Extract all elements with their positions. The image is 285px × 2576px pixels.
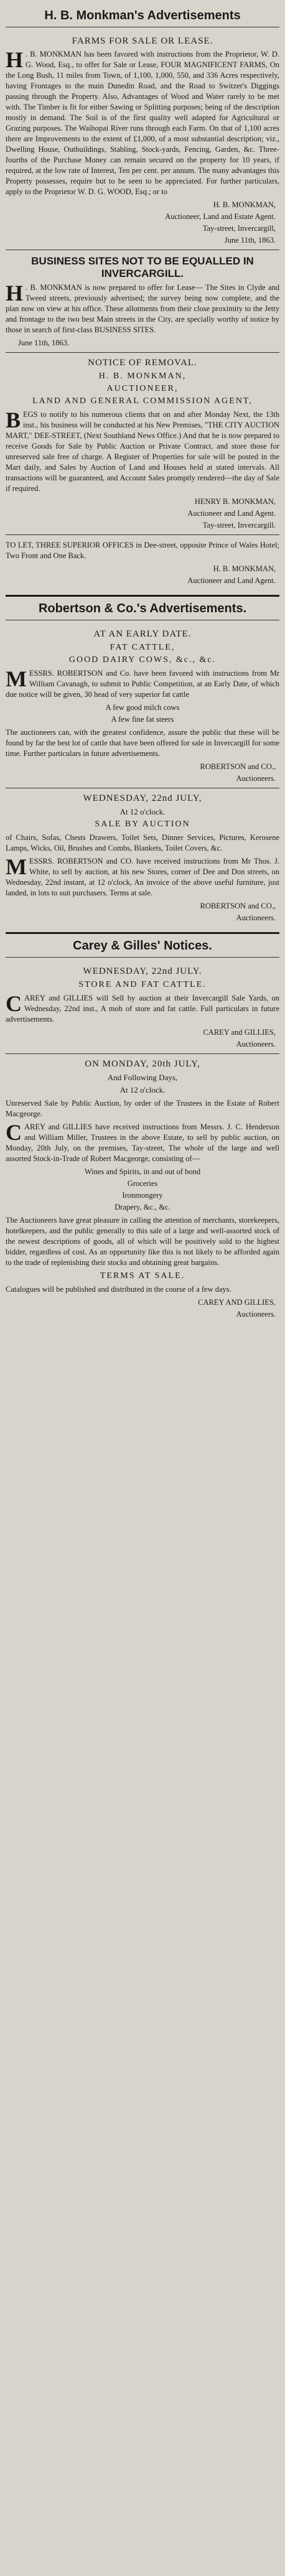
ad-line: FAT CATTLE,	[110, 643, 175, 652]
ad-subtitle: STORE AND FAT CATTLE.	[78, 980, 207, 989]
ad-title: FARMS FOR SALE OR LEASE.	[72, 36, 213, 46]
divider	[6, 957, 279, 958]
drop-capital: H	[6, 281, 24, 306]
ad-title: NOTICE OF REMOVAL.	[88, 358, 197, 368]
ad-date: June 11th, 1863.	[18, 338, 70, 347]
ad-body	[6, 1122, 279, 1164]
ad-text: EGS to notify to his numerous clients that on and after Monday Next, the 13th inst., his business will be conducted at his New Premises, "THE CITY AUCTION MART," DEE-STREET, (Next Southland News Office.) And that he is now prepared to receive Goods for Sale by Public Auction or Private Contract, and store those for unreserved sale free of charge. A Register of Properties for sale will be posted in the Mart daily, and Sales by Auction of Land and Houses held at stated intervals. All transactions will be guaranteed, and Account Sales promptly rendered—the day of Sale if required.	[6, 410, 279, 493]
ad-body	[6, 409, 279, 494]
section-header: Robertson & Co.'s Advertisements.	[38, 602, 247, 615]
ad-text: TO LET, THREE SUPERIOR OFFICES in Dee-street, opposite Prince of Wales Hotel; Two Front and One Back.	[6, 541, 279, 560]
signature: June 11th, 1863.	[224, 236, 276, 245]
drop-capital: C	[6, 1120, 22, 1145]
ad-body	[6, 668, 279, 700]
ad-body	[6, 282, 279, 335]
ad-time: At 12 o'clock.	[119, 807, 166, 816]
list-item: A few fine fat steers	[111, 715, 174, 724]
signature: Auctioneers.	[236, 913, 276, 922]
ad-text: of Chairs, Sofas, Chests Drawers, Toilet Sets, Dinner Services, Pictures, Kerosene Lamps, Wicks, Oil, Brushes and Combs, Blankets, Toilet Covers, &c.	[6, 833, 279, 852]
ad-body	[6, 856, 279, 898]
signature: Auctioneer and Land Agent.	[187, 509, 276, 518]
agent-name: H. B. MONKMAN,	[98, 371, 187, 381]
list-item: A few good milch cows	[105, 703, 180, 712]
drop-capital: M	[6, 854, 27, 879]
terms-line: TERMS AT SALE.	[100, 1271, 185, 1281]
ad-business-sites	[6, 250, 279, 352]
ad-text: The Auctioneers have great pleasure in calling the attention of merchants, storekeepers, hotelkeepers, and the public generally to this sale of a large and well-assorted stock of the newest descriptions of goods, all of which will be positively sold to the highest bidder, regardless of cost. As an opportunity like this is not likely to be afforded again to the trade of replenishing their stocks and obtaining great bargains.	[6, 1216, 279, 1267]
ad-line: At 12 o'clock.	[119, 1085, 166, 1094]
monkman-section	[6, 4, 279, 595]
list-item: Drapery, &c., &c.	[114, 1203, 171, 1211]
ad-body	[6, 49, 279, 197]
ad-title: WEDNESDAY, 22nd JULY.	[83, 966, 202, 976]
ad-intro: Unreserved Sale by Public Auction, by order of the Trustees in the Estate of Robert Macgeorge.	[6, 1099, 279, 1118]
agent-role: AUCTIONEER,	[106, 384, 179, 393]
ad-text: AREY and GILLIES have received instructions from Messrs. J. C. Henderson and William Miller, Trustees in the above Estate, to sell by public auction, on Monday, 20th July, on the premises, Tay-street, The whole of the large and well assorted Stock-in-Trade of Robert Macgeorge, consisting of—	[6, 1122, 279, 1163]
list-item: Ironmongery	[122, 1191, 163, 1200]
list-item: Wines and Spirits, in and out of bond	[84, 1167, 201, 1176]
signature: ROBERTSON and CO.,	[200, 902, 276, 910]
carey-section	[6, 932, 279, 1328]
ad-furniture-sale	[6, 788, 279, 927]
ad-fat-cattle	[6, 624, 279, 788]
ad-body	[6, 993, 279, 1025]
signature: Tay-street, Invercargill.	[202, 521, 276, 530]
signature: CAREY AND GILLIES,	[198, 1298, 276, 1307]
ad-text: . B. MONKMAN has been favored with instructions from the Proprietor, W. D. G. Wood, Esq., to offer for Sale or Lease, FOUR MAGNIFICENT FARMS, On the Long Bush, 11 miles from Town, of 1,100, 1,000, 550, and 336 Acres respectively, having Frontages to the main Dunedin Road, and the Road to Switzer's Diggings passing through the Property. Also, Advantages of Wood and Water rarely to be met with. The Timber is fit for either Sawing or Splitting purposes; being of the description mostly in demand. The Soil is of the first quality well adapted for Agricultural or Grazing purposes. The Waihopai River runs through each Farm. On that of 1,100 acres there are Improvements to the extent of £1,000, of a most substantial description; viz., Dwelling House, Outbuildings, Stabling, Stock-yards, Fencing, Garden, &c. Three-fourths of the Purchase Money can remain secured on the property for 10 years, if required, at the low rate of Interest, Ten per cent. per annum. The many advantages this Property possesses, require but to be seen to be appreciated. For further particulars, apply to the Proprietor W. D. G. WOOD, Esq.; or to	[6, 50, 279, 196]
drop-capital: H	[6, 47, 24, 72]
signature: ROBERTSON and CO.,	[200, 762, 276, 771]
ad-subtitle: SALE BY AUCTION	[95, 819, 190, 829]
ad-farms	[6, 31, 279, 250]
ad-macgeorge-sale	[6, 1053, 279, 1323]
section-header: Carey & Gilles' Notices.	[73, 939, 212, 953]
section-header: H. B. Monkman's Advertisements	[44, 9, 241, 22]
drop-capital: M	[6, 666, 27, 691]
ad-title: BUSINESS SITES NOT TO BE EQUALLED IN INVERCARGILL.	[31, 255, 254, 279]
signature: Auctioneer, Land and Estate Agent.	[165, 212, 276, 221]
ad-text: The auctioneers can, with the greatest confidence, assure the public that these will be found by far the best lot of cattle that have been offered for sale in Invercargill for some time. Further particulars in future advertisements.	[6, 728, 279, 758]
ad-store-cattle	[6, 961, 279, 1053]
signature: Auctioneers.	[236, 1040, 276, 1048]
drop-capital: B	[6, 408, 21, 432]
ad-line: GOOD DAIRY COWS, &c., &c.	[68, 655, 217, 665]
ad-text: ESSRS. ROBERTSON and Co. have been favored with instructions from Mr William Cavanagh, to submit to Public Competition, at an Early Date, of which due notice will be given, 30 head of very superior fat cattle	[6, 669, 279, 699]
drop-capital: C	[6, 991, 22, 1016]
ad-line: And Following Days,	[107, 1073, 178, 1082]
ad-title: AT AN EARLY DATE.	[93, 629, 192, 639]
signature: Tay-street, Invercargill,	[202, 224, 276, 233]
signature: Auctioneers.	[236, 774, 276, 783]
signature: Auctioneer and Land Agent.	[187, 576, 276, 585]
list-item: Groceries	[127, 1179, 158, 1188]
signature: H. B. MONKMAN,	[213, 200, 276, 209]
signature: H. B. MONKMAN,	[213, 564, 276, 573]
signature: CAREY and GILLIES,	[203, 1028, 276, 1037]
ad-text: ESSRS. ROBERTSON and CO. have received instructions from Mr Thos. J. White, to sell by auction, at his new Stores, corner of Dee and Don streets, on Wednesday, 22nd instant, at 12 o'clock, An invoice of the above useful furniture, just landed, in lots to suit purchasers. Terms at sale.	[6, 857, 279, 897]
ad-title: ON MONDAY, 20th JULY,	[85, 1059, 200, 1069]
agent-role: LAND AND GENERAL COMMISSION AGENT,	[32, 396, 253, 406]
signature: Auctioneers.	[236, 1310, 276, 1318]
ad-removal	[6, 352, 279, 534]
ad-text: Catalogues will be published and distributed in the course of a few days.	[6, 1285, 231, 1294]
ad-offices	[6, 534, 279, 590]
signature: HENRY B. MONKMAN,	[194, 497, 276, 506]
ad-title: WEDNESDAY, 22nd JULY,	[83, 793, 202, 803]
robertson-section	[6, 595, 279, 932]
newspaper-page	[6, 0, 279, 1328]
ad-text: . B. MONKMAN is now prepared to offer for Lease— The Sites in Clyde and Tweed streets, previously advertised; the survey being now complete, and the plan now on view at his office. These allotments from their close proximity to the Jetty and frontage to the two best Main streets in the City, are specially worthy of notice by those in search of first-class BUSINESS SITES.	[6, 283, 279, 334]
ad-text: AREY and GILLIES will Sell by auction at their Invercargill Sale Yards, on Wednesday, 22nd inst., A mob of store and fat cattle. Full particulars in future advertisements.	[6, 994, 279, 1024]
